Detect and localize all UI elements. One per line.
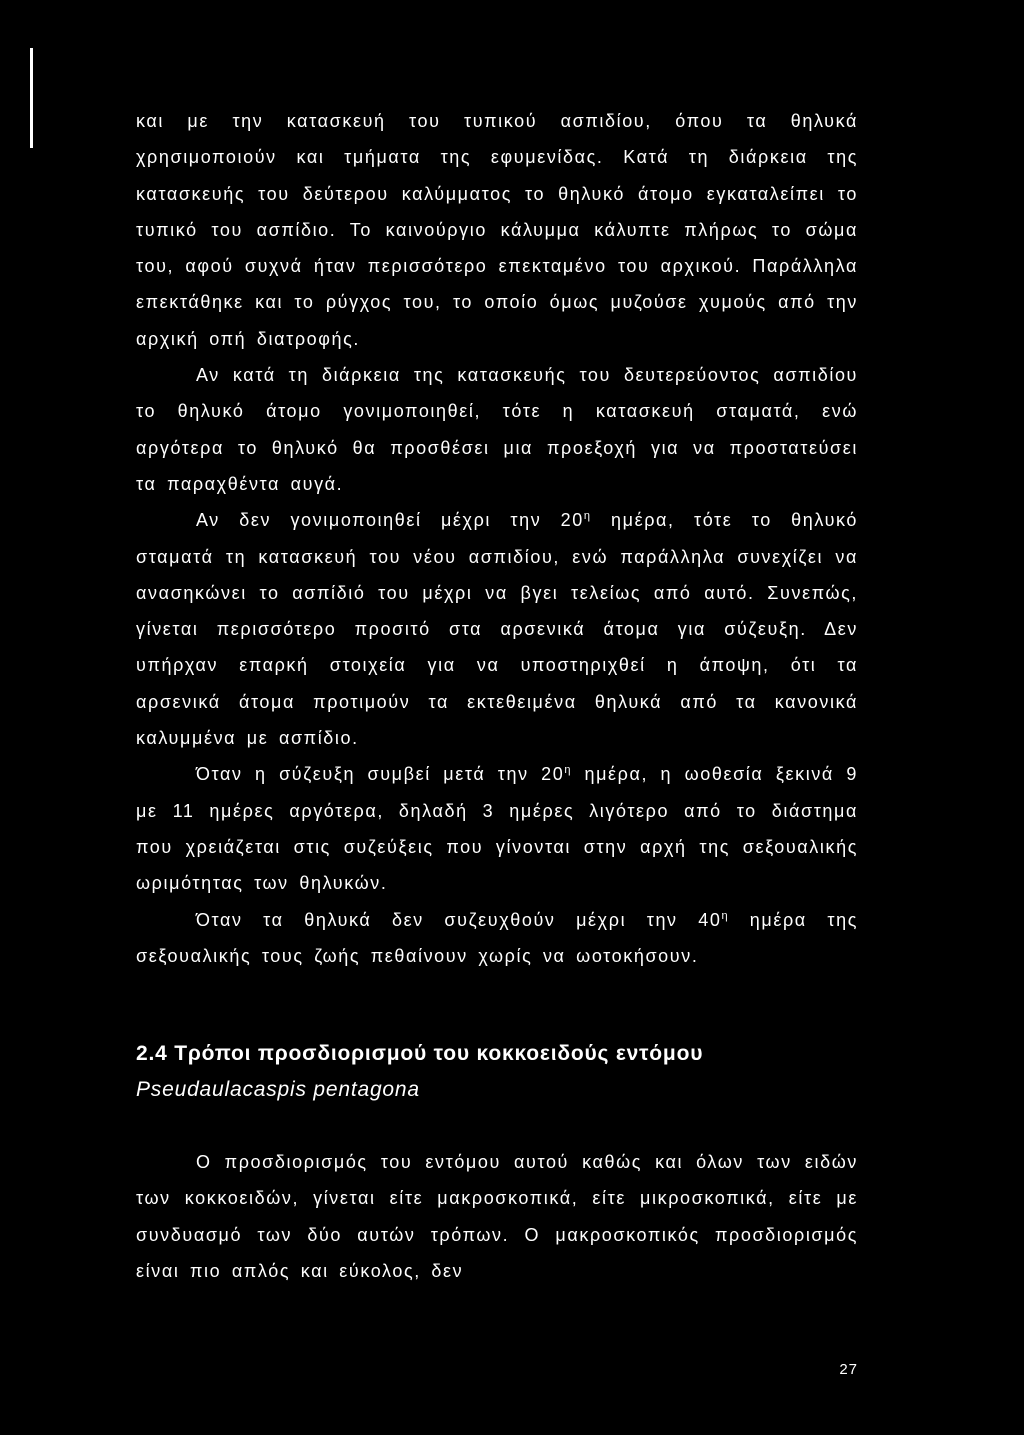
- page-number: 27: [839, 1361, 858, 1378]
- paragraph-2: Αν κατά τη διάρκεια της κατασκευής του δευτερεύοντος ασπιδίου το θηλυκό άτομο γονιμοποιηθεί, τότε η κατασκευή σταματά, ενώ αργότερα το θηλυκό θα προσθέσει μια προεξοχή για να προστατεύσει τα παραχθέντα αυγά.: [136, 365, 858, 494]
- paragraph-3: [136, 502, 858, 756]
- paragraph-1: και με την κατασκευή του τυπικού ασπιδίου, όπου τα θηλυκά χρησιμοποιούν και τμήματα της εφυμενίδας. Κατά τη διάρκεια της κατασκευής του δεύτερου καλύμματος το θηλυκό άτομο εγκαταλείπει το τυπικό του ασπίδιο. Το καινούργιο κάλυμμα κάλυπτε πλήρως το σώμα του, αφού συχνά ήταν περισσότερο επεκταμένο του αρχικού. Παράλληλα επεκτάθηκε και το ρύγχος του, το οποίο όμως μυζούσε χυμούς από την αρχική οπή διατροφής.: [136, 111, 858, 349]
- paragraph-6: Ο προσδιορισμός του εντόμου αυτού καθώς και όλων των ειδών των κοκκοειδών, γίνεται είτε μακροσκοπικά, είτε μικροσκοπικά, είτε με συνδυασμό των δύο αυτών τρόπων. Ο μακροσκοπικός προσδιορισμός είναι πιο απλός και εύκολος, δεν: [136, 1152, 858, 1282]
- paragraph-5-start: Όταν τα θηλυκά δεν συζευχθούν μέχρι την 40: [196, 909, 722, 930]
- section-heading: 2.4 Τρόποι προσδιορισμού του κοκκοειδούς εντόμου: [136, 1042, 704, 1066]
- ordinal-suffix: η: [583, 510, 592, 523]
- paragraph-5: [136, 902, 858, 975]
- ordinal-suffix: η: [564, 764, 573, 777]
- paragraph-4-start: Όταν η σύζευξη συμβεί μετά την 20: [196, 764, 565, 785]
- paragraph-4: [136, 756, 858, 901]
- paragraph-4-rest: ημέρα, η ωοθεσία ξεκινά 9 με 11 ημέρες αργότερα, δηλαδή 3 ημέρες λιγότερο από το διάστημα που χρειάζεται στις συζεύξεις που γίνονται στην αρχή της σεξουαλικής ωριμότητας των θηλυκών.: [136, 764, 858, 894]
- margin-line: [30, 48, 33, 148]
- paragraph-3-start: Αν δεν γονιμοποιηθεί μέχρι την 20: [196, 510, 584, 531]
- page-body: [136, 103, 858, 1289]
- paragraph-5-rest: ημέρα της σεξουαλικής τους ζωής πεθαίνουν χωρίς να ωοτοκήσουν.: [136, 909, 858, 966]
- ordinal-suffix: η: [721, 909, 730, 922]
- paragraph-3-rest: ημέρα, τότε το θηλυκό σταματά τη κατασκευή του νέου ασπιδίου, ενώ παράλληλα συνεχίζει να ανασηκώνει το ασπίδιό του μέχρι να βγει τελείως από αυτό. Συνεπώς, γίνεται περισσότερο προσιτό στα αρσενικά άτομα για σύζευξη. Δεν υπήρχαν επαρκή στοιχεία για να υποστηριχθεί η άποψη, ότι τα αρσενικά άτομα προτιμούν τα εκτεθειμένα θηλυκά από τα κανονικά καλυμμένα με ασπίδιο.: [136, 510, 859, 749]
- species-name: Pseudaulacaspis pentagona: [136, 1078, 420, 1102]
